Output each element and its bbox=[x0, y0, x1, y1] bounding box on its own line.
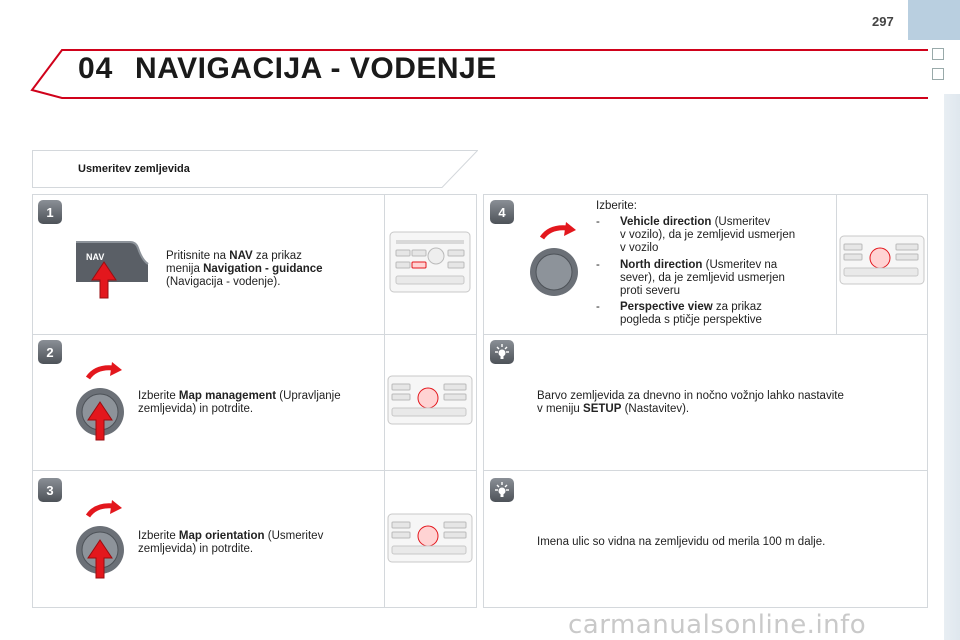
tip-2-text: Imena ulic so vidna na zemljevidu od merila 100 m dalje. bbox=[537, 536, 826, 548]
nav-key-icon bbox=[70, 236, 150, 305]
step-1-badge: 1 bbox=[38, 200, 62, 224]
page-side-rail bbox=[944, 94, 960, 640]
step-4-intro: Izberite: bbox=[596, 200, 637, 212]
page-number: 297 bbox=[872, 14, 894, 29]
divider bbox=[33, 334, 476, 335]
step-3-text: Izberite Map orientation (Usmeritev zemljevida) in potrdite. bbox=[138, 530, 324, 555]
chapter-header bbox=[0, 40, 930, 104]
radio-panel-illustration bbox=[386, 510, 474, 571]
divider bbox=[384, 195, 385, 607]
rotary-knob-icon bbox=[72, 500, 132, 585]
divider bbox=[484, 334, 927, 335]
step-2-badge: 2 bbox=[38, 340, 62, 364]
corner-square bbox=[932, 48, 944, 60]
step-3-badge: 3 bbox=[38, 478, 62, 502]
step-2-text: Izberite Map management (Upravljanje zemljevida) in potrdite. bbox=[138, 390, 341, 415]
divider bbox=[836, 195, 837, 335]
chapter-number: 04 bbox=[78, 52, 114, 85]
tip-1-text: Barvo zemljevida za dnevno in nočno vožnjo lahko nastavite v meniju SETUP (Nastavitev). bbox=[537, 390, 844, 415]
rotary-knob-icon bbox=[72, 362, 132, 447]
corner-square bbox=[932, 68, 944, 80]
step-1-text: Pritisnite na NAV za prikaz menija Navigation - guidance (Navigacija - vodenje). bbox=[166, 250, 323, 288]
radio-panel-illustration bbox=[386, 372, 474, 433]
rotary-knob-icon bbox=[526, 222, 586, 307]
section-title: Usmeritev zemljevida bbox=[78, 163, 190, 175]
chapter-title: NAVIGACIJA - VODENJE bbox=[135, 52, 497, 85]
radio-panel-illustration bbox=[838, 232, 926, 293]
page-corner-tab bbox=[908, 0, 960, 40]
nav-key-label: NAV bbox=[86, 252, 105, 262]
radio-panel-illustration bbox=[388, 226, 472, 303]
lightbulb-icon bbox=[490, 340, 514, 364]
divider bbox=[33, 470, 476, 471]
step-4-badge: 4 bbox=[490, 200, 514, 224]
lightbulb-icon bbox=[490, 478, 514, 502]
divider bbox=[484, 470, 927, 471]
watermark: carmanualsonline.info bbox=[568, 610, 867, 640]
